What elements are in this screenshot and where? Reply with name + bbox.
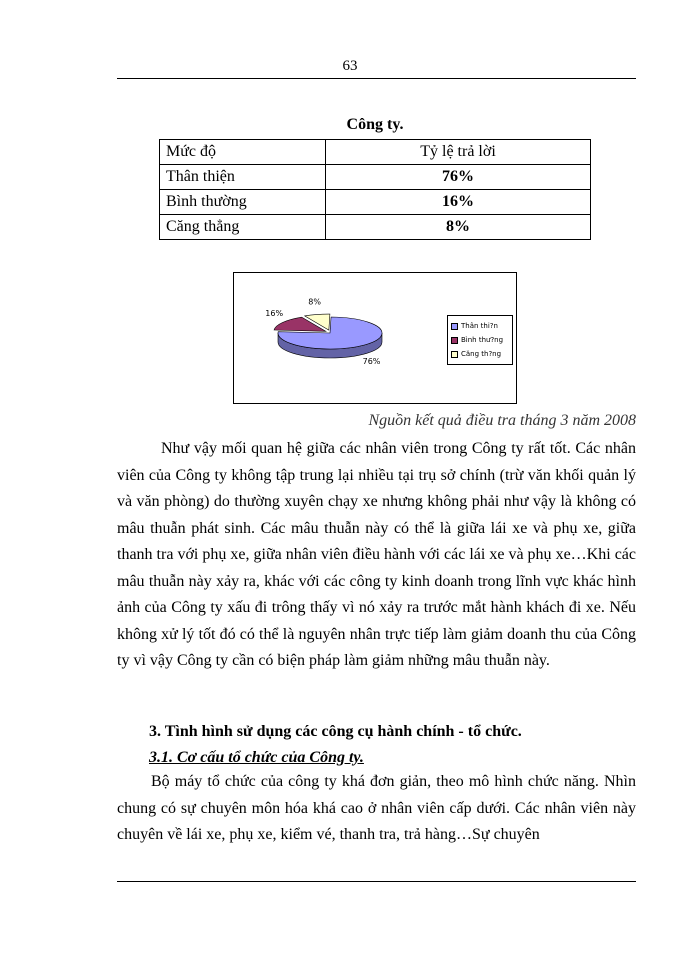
table-row bbox=[160, 215, 591, 240]
paragraph-relations bbox=[117, 436, 636, 675]
pie-data-label: 16% bbox=[265, 309, 284, 319]
pie-chart-box bbox=[233, 272, 517, 404]
legend-swatch bbox=[451, 337, 458, 344]
chart-legend bbox=[447, 315, 513, 365]
paragraph-text: Như vậy mối quan hệ giữa các nhân viên trong Công ty rất tốt. Các nhân viên của Công ty không tập trung lại nhiều tại trụ sở chính (trừ văn khối quản lý và văn phòng) do thường xuyên chạy xe nhưng không phải như vậy là không có mâu thuẫn phát sinh. Các mâu thuẫn này có thể là giữa lái xe và phụ xe, giữa thanh tra với phụ xe, giữa nhân viên điều hành với các lái xe và phụ xe…Khi các mâu thuẫn này xảy ra, khác với các công ty kinh doanh trong lĩnh vực khác hình ảnh của Công ty xấu đi trông thấy vì nó xảy ra trước mắt hành khách đi xe. Nếu không xử lý tốt đó có thể là nguyên nhân trực tiếp làm giảm doanh thu của Công ty vì vậy Công ty cần có biện pháp làm giảm những mâu thuẫn này. bbox=[117, 440, 636, 669]
legend-swatch bbox=[451, 323, 458, 330]
subsection-heading: 3.1. Cơ cấu tổ chức của Công ty. bbox=[149, 749, 364, 766]
header-rule bbox=[117, 78, 636, 79]
row-value: 16% bbox=[326, 190, 591, 215]
pie-data-label: 76% bbox=[362, 356, 381, 366]
section-heading: 3. Tình hình sử dụng các công cụ hành chính - tổ chức. bbox=[149, 723, 522, 740]
legend-swatch bbox=[451, 351, 458, 358]
legend-item bbox=[451, 320, 498, 332]
legend-label: Căng th?ng bbox=[461, 350, 502, 358]
legend-label: Thân thi?n bbox=[461, 322, 498, 330]
paragraph-structure bbox=[117, 769, 636, 849]
header-cell-ratio: Tỷ lệ trả lời bbox=[326, 140, 591, 165]
table-caption: Công ty. bbox=[346, 116, 404, 133]
row-label: Thân thiện bbox=[160, 165, 326, 190]
table-header-row bbox=[160, 140, 591, 165]
row-value: 76% bbox=[326, 165, 591, 190]
pie-data-label: 8% bbox=[308, 297, 321, 307]
row-label: Bình thường bbox=[160, 190, 326, 215]
footer-rule bbox=[117, 881, 636, 882]
legend-label: Bình thư?ng bbox=[461, 336, 504, 344]
legend-item bbox=[451, 348, 501, 360]
header-cell-level: Mức độ bbox=[160, 140, 326, 165]
source-note: Nguồn kết quả điều tra tháng 3 năm 2008 bbox=[368, 412, 636, 429]
legend-item bbox=[451, 334, 503, 346]
page-number: 63 bbox=[342, 58, 358, 74]
table-row bbox=[160, 190, 591, 215]
survey-table bbox=[159, 139, 591, 240]
row-value: 8% bbox=[326, 215, 591, 240]
paragraph-text: Bộ máy tổ chức của công ty khá đơn giản, theo mô hình chức năng. Nhìn chung có sự chuyên môn hóa khá cao ở nhân viên cấp dưới. Các nhân viên này chuyên về lái xe, phụ xe, kiểm vé, thanh tra, trả hàng…Sự chuyên bbox=[117, 773, 636, 843]
table-row bbox=[160, 165, 591, 190]
row-label: Căng thẳng bbox=[160, 215, 326, 240]
